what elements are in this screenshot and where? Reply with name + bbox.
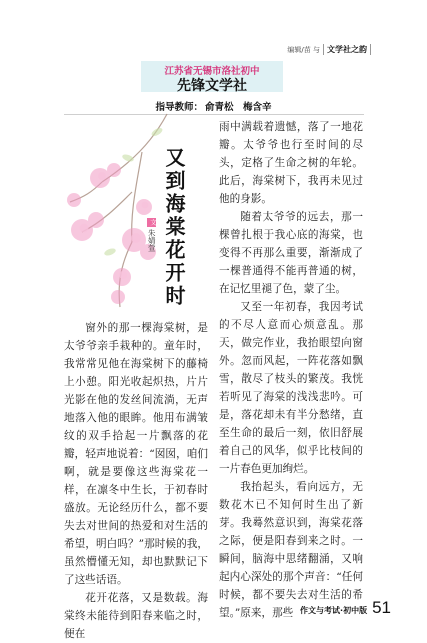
- advisor-label: 指导教师：: [155, 102, 203, 113]
- paragraph: 花开花落，又是数载。海棠终未能待到阳春来临之时，便在: [64, 592, 208, 640]
- author-byline: [147, 218, 156, 251]
- advisor-line: [0, 99, 427, 113]
- author-tag: 文: [149, 219, 157, 226]
- paragraph-continued: 雨中满载着遗憾，落了一地花瓣。太爷爷也行至时间的尽头，定格了生命之树的年轮。此后，海棠树下，我再未见过他的身影。: [219, 121, 363, 205]
- begonia-blossom-illustration: [62, 112, 174, 312]
- right-column: [219, 118, 363, 622]
- paragraph: 随着太爷爷的远去，那一棵曾扎根于我心底的海棠，也变得不再那么重要，渐渐成了一棵普通得不能再普通的树，在记忆里褪了色，蒙了尘。: [219, 211, 363, 295]
- column-title: 文学社之韵: [323, 44, 371, 55]
- editor-credit: 编辑/苗 与: [287, 45, 320, 54]
- paragraph: 又至一年初春，我因考试的不尽人意而心烦意乱。那天，做完作业，我抬眼望向窗外。忽而风起，一阵花落如飘雪，散尽了枝头的繁茂。我恍若听见了海棠的浅浅悲吟。可是，落花却未有半分愁绪，直至生命的最后一刻，依旧舒展着自己的风华，似乎比枝间的一片春色更加绚烂。: [219, 301, 363, 475]
- advisor-names: 俞青松 梅含辛: [205, 102, 272, 113]
- paragraph: 窗外的那一棵海棠树，是太爷爷亲手栽种的。童年时，我常常见他在海棠树下的藤椅上小憩。阳光收起炽热，片片光影在他的发丝间流淌，无声地落入他的眼眸。他用布满皱纹的双手拾起一片飘落的花瓣，轻声地说着：“囡囡，咱们啊，就是要像这些海棠花一样，在凛冬中生长，于初春时盛放。无论经历什么，都不要失去对世间的热爱和对生活的希望，明白吗？”那时候的我，虽然懵懂无知，却也默默记下了这些话语。: [64, 322, 208, 586]
- left-column: [64, 319, 208, 643]
- paragraph: 我抬起头，看向远方，无数花木已不知何时生出了新芽。我蓦然意识到，海棠花落之际，便是阳春到来之时。一瞬间，脑海中思绪翻涌，又响起内心深处的那个声音：“任何时候，都不要失去对生活的希望。”原来，那些: [219, 481, 363, 619]
- club-banner: [141, 61, 283, 92]
- school-name: 江苏省无锡市洛社初中: [164, 66, 260, 77]
- author-name: 朱婧萱: [147, 228, 157, 251]
- club-name: 先锋文学社: [177, 78, 247, 94]
- page-footer: [300, 598, 391, 618]
- page-number: 51: [372, 598, 391, 617]
- magazine-name: 作文与考试·初中版: [300, 606, 368, 615]
- article-title: 又到海棠花开时: [162, 147, 186, 308]
- running-header: [287, 44, 371, 55]
